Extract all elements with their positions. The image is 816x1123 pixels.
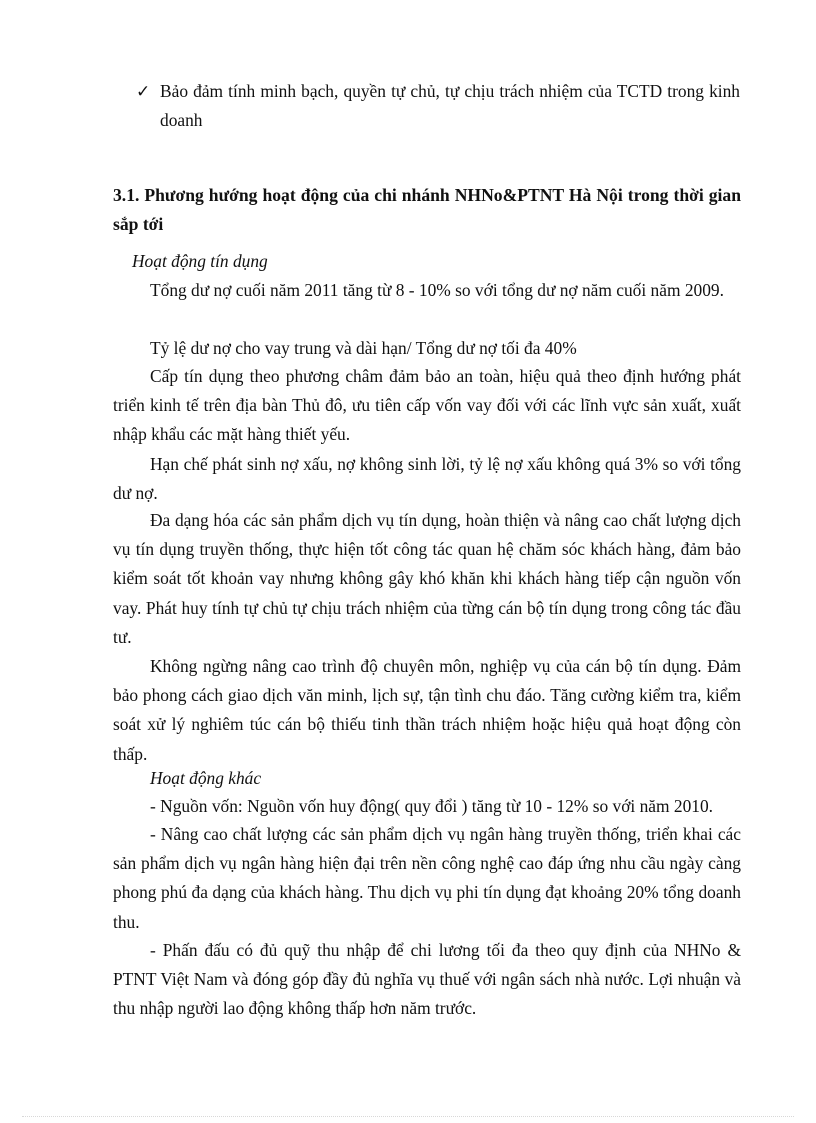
credit-paragraph-4: Hạn chế phát sinh nợ xấu, nợ không sinh lời, tỷ lệ nợ xấu không quá 3% so với tổng dư nợ. — [113, 454, 741, 504]
section-heading: 3.1. Phương hướng hoạt động của chi nhánh NHNo&PTNT Hà Nội trong thời gian sắp tới — [113, 185, 741, 235]
other-paragraph-2: - Nâng cao chất lượng các sản phẩm dịch vụ ngân hàng truyền thống, triển khai các sản phẩm dịch vụ ngân hàng hiện đại trên nền công nghệ cao đáp ứng nhu cầu ngày càng phong phú đa dạng của khách hàng. Thu dịch vụ phi tín dụng đạt khoảng 20% tổng doanh thu. — [113, 824, 741, 932]
credit-paragraph-3: Cấp tín dụng theo phương châm đảm bảo an toàn, hiệu quả theo định hướng phát triển kinh tế trên địa bàn Thủ đô, ưu tiên cấp vốn vay đối với các lĩnh vực sản xuất, xuất nhập khẩu các mặt hàng thiết yếu. — [113, 366, 741, 445]
other-paragraph-1: - Nguồn vốn: Nguồn vốn huy động( quy đổi ) tăng từ 10 - 12% so với năm 2010. — [150, 796, 714, 816]
page-bottom-border — [22, 1116, 794, 1117]
credit-paragraph-1: Tổng dư nợ cuối năm 2011 tăng từ 8 - 10% so với tổng dư nợ năm cuối năm 2009. — [150, 280, 724, 300]
credit-paragraph-6: Không ngừng nâng cao trình độ chuyên môn, nghiệp vụ của cán bộ tín dụng. Đảm bảo phong cách giao dịch văn minh, lịch sự, tận tình chu đáo. Tăng cường kiểm tra, kiểm soát xử lý nghiêm túc cán bộ thiếu tinh thần trách nhiệm hoặc hiệu quả hoạt động còn thấp. — [113, 656, 741, 764]
other-subheading: Hoạt động khác — [150, 768, 262, 788]
other-paragraph-3: - Phấn đấu có đủ quỹ thu nhập để chi lương tối đa theo quy định của NHNo & PTNT Việt Nam và đóng góp đầy đủ nghĩa vụ thuế với ngân sách nhà nước. Lợi nhuận và thu nhập người lao động không thấp hơn năm trước. — [113, 940, 741, 1019]
credit-paragraph-2: Tỷ lệ dư nợ cho vay trung và dài hạn/ Tổng dư nợ tối đa 40% — [150, 338, 577, 358]
bullet-item-text: Bảo đảm tính minh bạch, quyền tự chủ, tự chịu trách nhiệm của TCTD trong kinh doanh — [160, 81, 740, 131]
credit-subheading: Hoạt động tín dụng — [132, 251, 268, 271]
check-mark-icon: ✓ — [136, 82, 151, 101]
credit-paragraph-5: Đa dạng hóa các sản phẩm dịch vụ tín dụng, hoàn thiện và nâng cao chất lượng dịch vụ tín dụng truyền thống, thực hiện tốt công tác quan hệ chăm sóc khách hàng, đảm bảo kiểm soát tốt khoản vay nhưng không gây khó khăn khi khách hàng tiếp cận nguồn vốn vay. Phát huy tính tự chủ tự chịu trách nhiệm của từng cán bộ tín dụng trong công tác đầu tư. — [113, 510, 741, 647]
